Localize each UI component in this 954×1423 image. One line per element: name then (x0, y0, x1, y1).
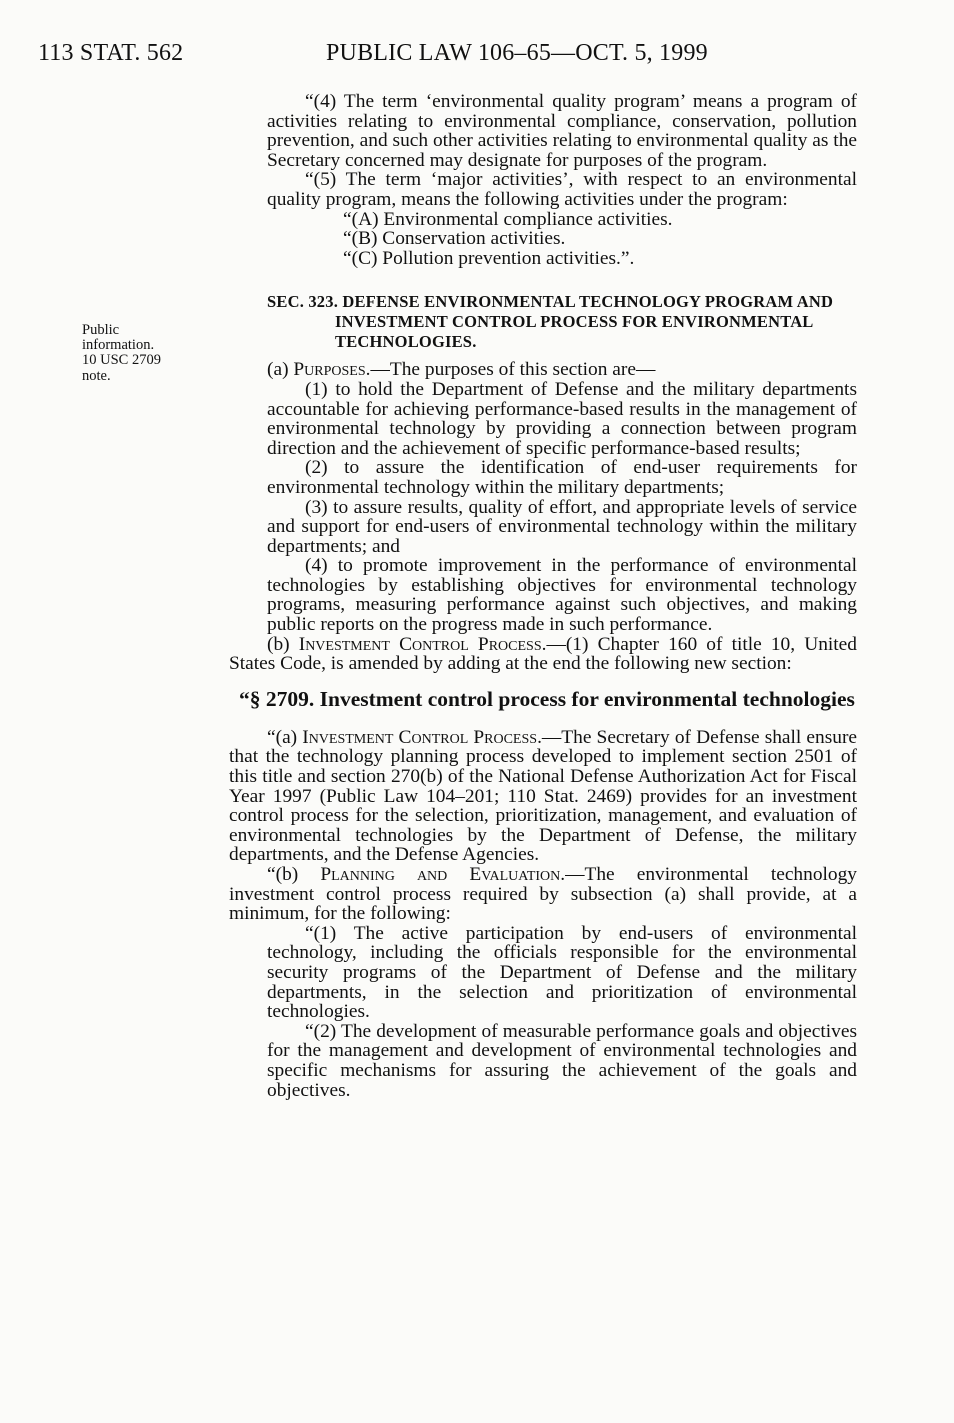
section-2709-heading: “§ 2709. Investment control process for environmental technologies (239, 686, 855, 711)
investment-heading: Investment Control Process (298, 633, 542, 655)
subsection-a-heading: Investment Control Process (302, 726, 538, 748)
margin-note-line: note. (82, 367, 111, 384)
definitions-block (229, 92, 857, 268)
list-item: (2) to assure the identification of end-user requirements for environmental technology within the military departments; (267, 457, 857, 498)
purposes-list (229, 380, 857, 635)
margin-note-line: information. (82, 337, 155, 354)
list-item: “(B) Conservation activities. (343, 228, 566, 250)
investment-paragraph: (b) Investment Control Process.—(1) Chapter 160 of title 10, United States Code, is amended by adding at the end the following new section: (229, 633, 857, 675)
list-item: “(1) The active participation by end-users of environmental technology, including the officials responsible for the environmental security programs of the Department of Defense and the military departments, in the selection and prioritization of environmental technologies. (267, 922, 857, 1023)
section-323-heading (229, 292, 857, 352)
margin-note (82, 323, 182, 384)
purposes-paragraph: (a) Purposes.—The purposes of this section are— (267, 359, 656, 381)
page-citation: 113 STAT. 562 (38, 40, 184, 66)
list-item: “(2) The development of measurable performance goals and objectives for the management and development of environmental technologies and specific mechanisms for assuring the achievement of the goals and objectives. (267, 1020, 857, 1101)
subsection-b-heading: Planning and Evaluation (320, 864, 561, 885)
subsection-b: “(b) Planning and Evaluation.—The environmental technology investment control process required by subsection (a) shall provide, at a minimum, for the following: (229, 864, 857, 925)
paragraph-5: “(5) The term ‘major activities’, with respect to an environmental quality program, means the following activities under the program: (267, 169, 857, 210)
purposes-heading: Purposes (293, 359, 366, 381)
paragraph-4: “(4) The term ‘environmental quality program’ means a program of activities relating to environmental compliance, conservation, pollution prevention, and such other activities relating to environmental quality as the Secretary concerned may designate for purposes of the program. (267, 91, 857, 171)
document-body (229, 92, 857, 1100)
subsection-a: “(a) Investment Control Process.—The Secretary of Defense shall ensure that the technology planning process developed to implement section 2501 of this title and section 270(b) of the National Defense Authorization Act for Fiscal Year 1997 (Public Law 104–201; 110 Stat. 2469) provides for an investment control process for the selection, prioritization, management, and evaluation of environmental technologies by the Department of Defense, the military departments, and the Defense Agencies. (229, 726, 858, 866)
running-header: PUBLIC LAW 106–65—OCT. 5, 1999 (326, 40, 708, 66)
subsection-b-list (229, 924, 857, 1100)
list-item: (4) to promote improvement in the performance of environmental technologies by establishing objectives for environmental technology programs, measuring performance against such objectives, and making public reports on the progress made in such performance. (267, 555, 857, 636)
margin-note-line: 10 USC 2709 (82, 352, 161, 369)
list-item: (1) to hold the Department of Defense and the military departments accountable for achieving performance-based results in the management of environmental technology by providing a connection between program direction and the achievement of specific performance-based results; (267, 378, 857, 459)
margin-note-line: Public (82, 322, 120, 338)
list-item: “(C) Pollution prevention activities.”. (343, 247, 635, 269)
list-item: (3) to assure results, quality of effort, and appropriate levels of service and support for end-users of environmental technology within the military departments; and (267, 496, 857, 557)
section-number: SEC. 323. (267, 292, 339, 312)
section-title: DEFENSE ENVIRONMENTAL TECHNOLOGY PROGRAM AND INVESTMENT CONTROL PROCESS FOR ENVIRONMENTAL TECHNOLOGIES. (335, 292, 834, 352)
list-item: “(A) Environmental compliance activities. (343, 208, 673, 230)
